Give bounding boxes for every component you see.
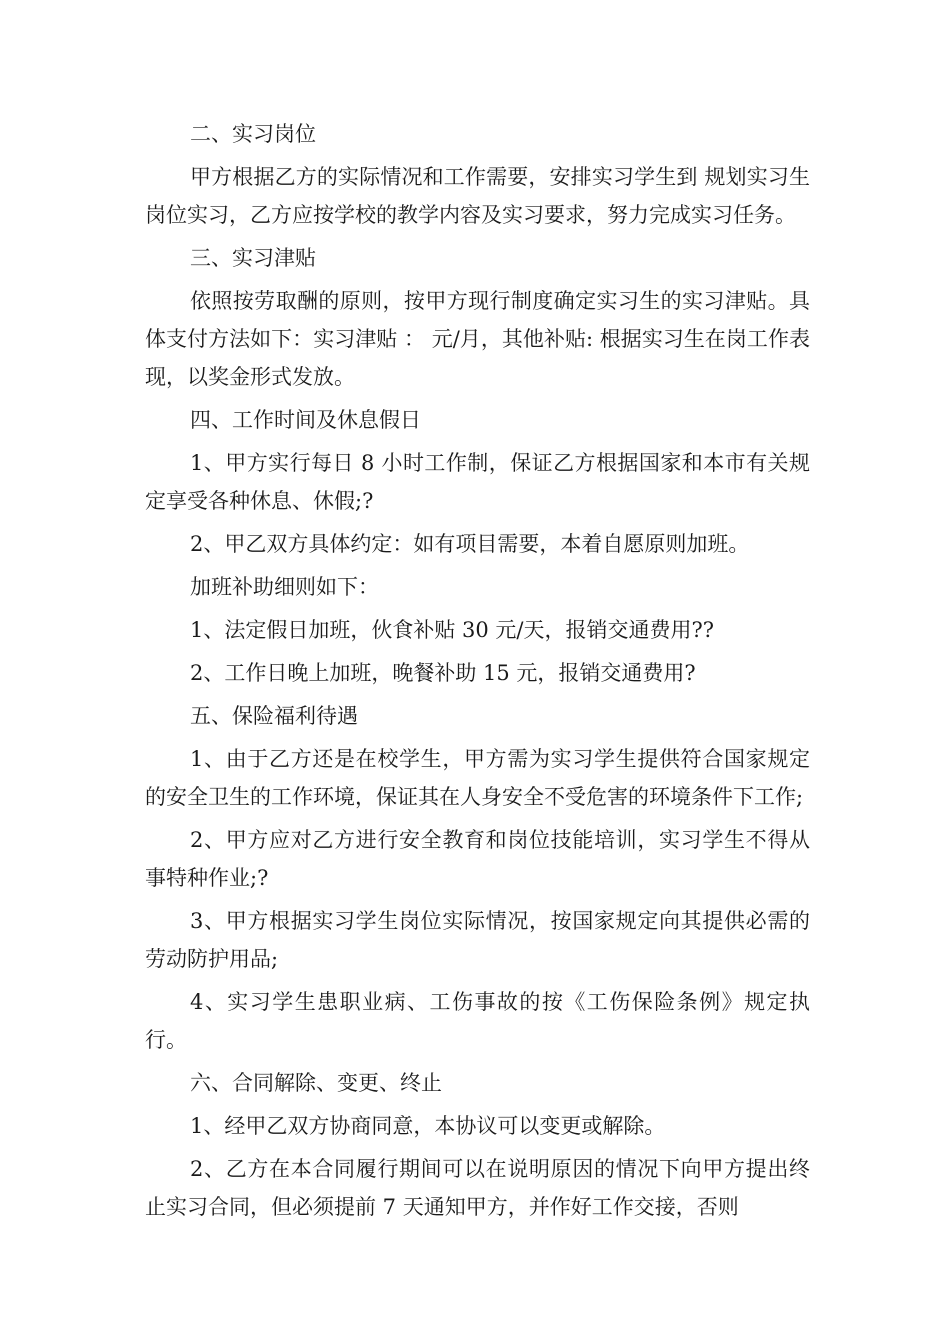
section-heading-contract-termination: 六、合同解除、变更、终止 [190, 1071, 442, 1095]
section-heading-internship-allowance: 三、实习津贴 [190, 246, 316, 270]
section-heading-insurance-benefits: 五、保险福利待遇 [190, 704, 358, 728]
paragraph: 2、工作日晚上加班，晚餐补助 15 元，报销交通费用? [190, 661, 696, 685]
document-body [145, 115, 810, 1231]
paragraph: 1、甲方实行每日 8 小时工作制，保证乙方根据国家和本市有关规定享受各种休息、休假;? [145, 451, 810, 513]
paragraph: 1、由于乙方还是在校学生，甲方需为实习学生提供符合国家规定的安全卫生的工作环境，保证其在人身安全不受危害的环境条件下工作; [145, 747, 810, 809]
paragraph: 依照按劳取酬的原则，按甲方现行制度确定实习生的实习津贴。具体支付方法如下：实习津贴 ： 元/月，其他补贴: 根据实习生在岗工作表现，以奖金形式发放。 [145, 289, 810, 389]
paragraph: 甲方根据乙方的实际情况和工作需要，安排实习学生到 规划实习生 岗位实习，乙方应按学校的教学内容及实习要求，努力完成实习任务。 [145, 165, 810, 227]
paragraph: 1、经甲乙双方协商同意，本协议可以变更或解除。 [190, 1114, 666, 1138]
paragraph: 4、实习学生患职业病、工伤事故的按《工伤保险条例》规定执行。 [145, 990, 810, 1052]
paragraph: 2、乙方在本合同履行期间可以在说明原因的情况下向甲方提出终止实习合同，但必须提前 7 天通知甲方，并作好工作交接，否则 [145, 1157, 810, 1219]
paragraph: 1、法定假日加班，伙食补贴 30 元/天，报销交通费用?? [190, 618, 715, 642]
paragraph: 2、甲方应对乙方进行安全教育和岗位技能培训，实习学生不得从事特种作业;? [145, 828, 810, 890]
section-heading-internship-position: 二、实习岗位 [190, 122, 316, 146]
paragraph: 3、甲方根据实习学生岗位实际情况，按国家规定向其提供必需的劳动防护用品; [145, 909, 810, 971]
paragraph: 加班补助细则如下： [190, 575, 379, 599]
section-heading-working-hours: 四、工作时间及休息假日 [190, 408, 421, 432]
paragraph: 2、甲乙双方具体约定：如有项目需要，本着自愿原则加班。 [190, 532, 750, 556]
